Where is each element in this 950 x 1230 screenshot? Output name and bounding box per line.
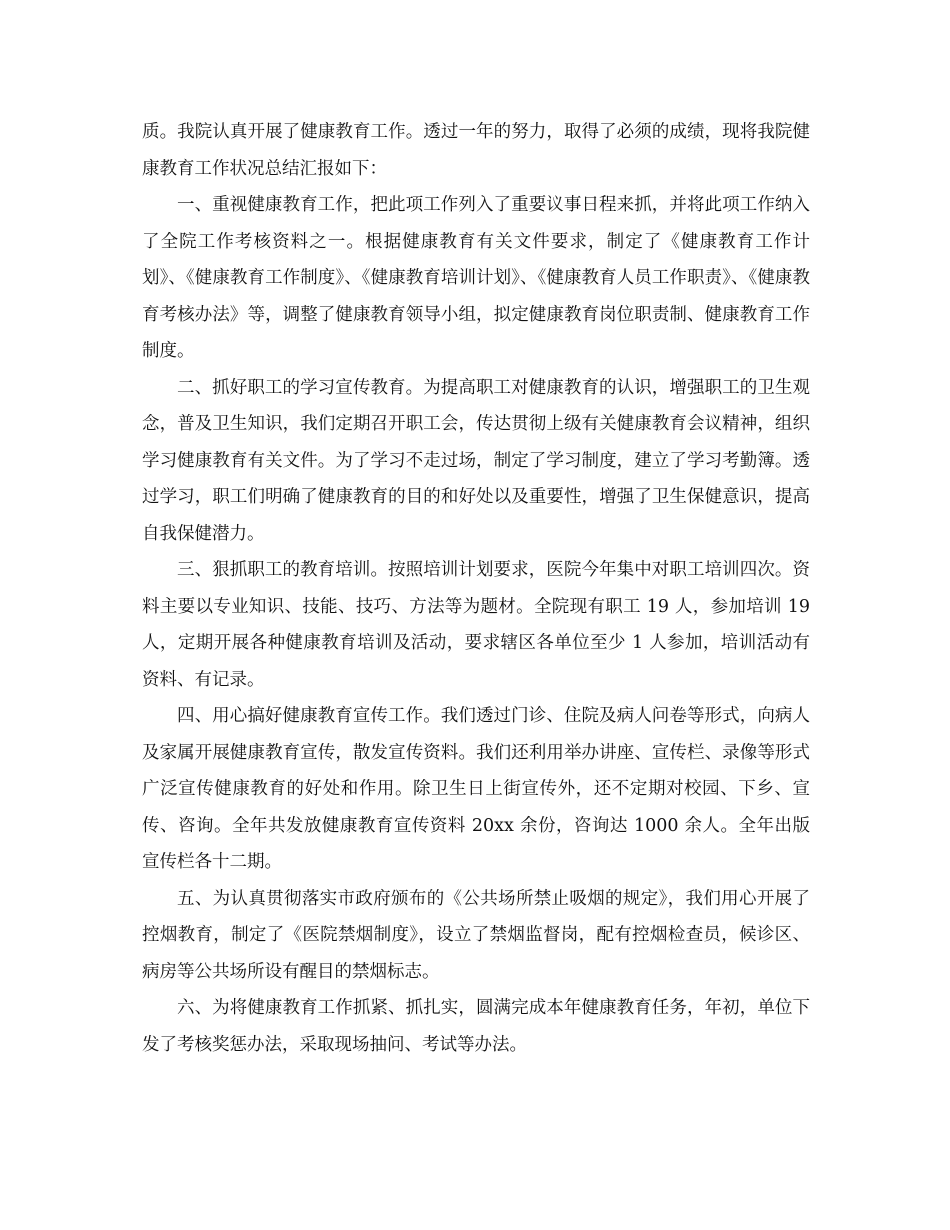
- paragraph-section-4: 四、用心搞好健康教育宣传工作。我们透过门诊、住院及病人问卷等形式，向病人及家属开展健康教育宣传，散发宣传资料。我们还利用举办讲座、宣传栏、录像等形式广泛宣传健康教育的好处和作用。除卫生日上街宣传外，还不定期对校园、下乡、宣传、咨询。全年共发放健康教育宣传资料 20xx 余份，咨询达 1000 余人。全年出版宣传栏各十二期。: [142, 706, 810, 872]
- paragraph-section-6: 六、为将健康教育工作抓紧、抓扎实，圆满完成本年健康教育任务，年初，单位下发了考核奖惩办法，采取现场抽问、考试等办法。: [142, 998, 810, 1055]
- paragraph-section-3: 三、狠抓职工的教育培训。按照培训计划要求，医院今年集中对职工培训四次。资料主要以专业知识、技能、技巧、方法等为题材。全院现有职工 19 人，参加培训 19 人，定期开展各种健康教育培训及活动，要求辖区各单位至少 1 人参加，培训活动有资料、有记录。: [142, 560, 810, 690]
- document-body: [142, 114, 810, 1063]
- paragraph-intro-continuation: 质。我院认真开展了健康教育工作。透过一年的努力，取得了必须的成绩，现将我院健康教育工作状况总结汇报如下：: [142, 122, 810, 179]
- paragraph-section-1: 一、重视健康教育工作，把此项工作列入了重要议事日程来抓，并将此项工作纳入了全院工作考核资料之一。根据健康教育有关文件要求，制定了《健康教育工作计划》、《健康教育工作制度》、《健康教育培训计划》、《健康教育人员工作职责》、《健康教育考核办法》等，调整了健康教育领导小组，拟定健康教育岗位职责制、健康教育工作制度。: [142, 195, 810, 361]
- paragraph-section-2: 二、抓好职工的学习宣传教育。为提高职工对健康教育的认识，增强职工的卫生观念，普及卫生知识，我们定期召开职工会，传达贯彻上级有关健康教育会议精神，组织学习健康教育有关文件。为了学习不走过场，制定了学习制度，建立了学习考勤簿。透过学习，职工们明确了健康教育的目的和好处以及重要性，增强了卫生保健意识，提高自我保健潜力。: [142, 377, 810, 544]
- paragraph-section-5: 五、为认真贯彻落实市政府颁布的《公共场所禁止吸烟的规定》，我们用心开展了控烟教育，制定了《医院禁烟制度》，设立了禁烟监督岗，配有控烟检查员，候诊区、病房等公共场所设有醒目的禁烟标志。: [142, 888, 810, 982]
